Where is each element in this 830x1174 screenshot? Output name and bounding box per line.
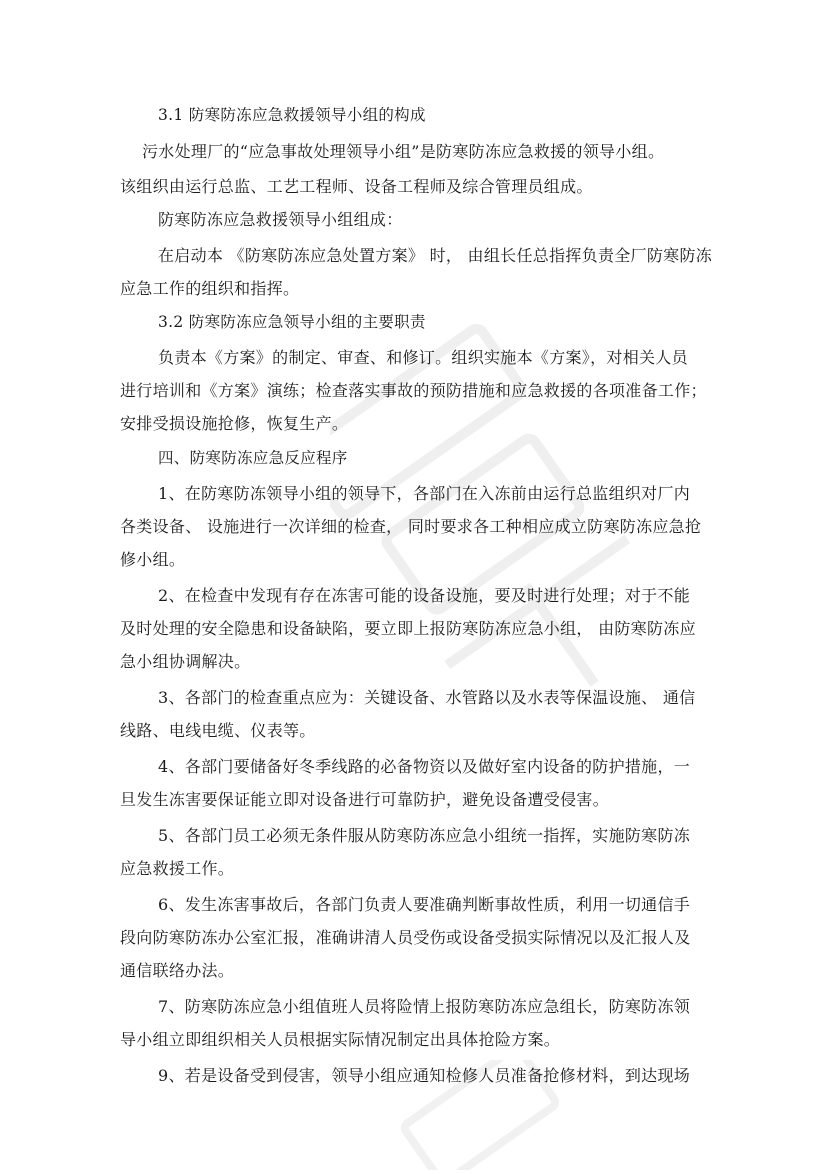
paragraph-line: 负责本《方案》的制定、审查、和修订。组织实施本《方案》，对相关人员 [158, 348, 688, 367]
paragraph-line: 7、防寒防冻应急小组值班人员将险情上报防寒防冻应急组长，防寒防冻领 [158, 997, 691, 1016]
paragraph-line: 5、各部门员工必须无条件服从防寒防冻应急小组统一指挥，实施防寒防冻 [158, 826, 691, 845]
paragraph-line: 进行培训和《方案》演练；检查落实事故的预防措施和应急救援的各项准备工作； [120, 381, 707, 400]
paragraph-line: 及时处理的安全隐患和设备缺陷，要立即上报防寒防冻应急小组， 由防寒防冻应 [120, 619, 696, 638]
paragraph-line: 在启动本 《防寒防冻应急处置方案》 时， 由组长任总指挥负责全厂防寒防冻 [158, 246, 713, 265]
paragraph-line: 各类设备、 设施进行一次详细的检查， 同时要求各工种相应成立防寒防冻应急抢 [120, 517, 702, 536]
paragraph-line: 线路、电线电缆、仪表等。 [120, 721, 316, 740]
paragraph-line: 安排受损设施抢修，恢复生产。 [120, 414, 349, 433]
paragraph-line: 应急工作的组织和指挥。 [120, 279, 300, 298]
paragraph-line: 修小组。 [120, 550, 186, 569]
paragraph-line: 旦发生冻害要保证能立即对设备进行可靠防护，避免设备遭受侵害。 [120, 790, 610, 809]
paragraph-line: 3、各部门的检查重点应为：关键设备、水管路以及水表等保温设施、 通信 [158, 688, 696, 707]
paragraph-line: 防寒防冻应急救援领导小组组成： [158, 210, 403, 229]
paragraph-line: 4、各部门要储备好冬季线路的必备物资以及做好室内设备的防护措施，一 [158, 757, 691, 776]
paragraph-line: 导小组立即组织相关人员根据实际情况制定出具体抢险方案。 [120, 1030, 561, 1049]
paragraph-line: 1、在防寒防冻领导小组的领导下，各部门在入冻前由运行总监组织对厂内 [158, 484, 691, 503]
paragraph-line: 通信联络办法。 [120, 961, 235, 980]
section-heading-4: 四、防寒防冻应急反应程序 [158, 449, 348, 467]
paragraph-line: 9、若是设备受到侵害，领导小组应通知检修人员准备抢修材料，到达现场 [158, 1066, 691, 1085]
paragraph-line: 急小组协调解决。 [120, 652, 251, 671]
section-heading-3-1: 3.1 防寒防冻应急救援领导小组的构成 [158, 106, 426, 124]
paragraph-line: 应急救援工作。 [120, 859, 235, 878]
paragraph-line: 该组织由运行总监、工艺工程师、设备工程师及综合管理员组成。 [120, 177, 593, 196]
paragraph-line: 6、发生冻害事故后，各部门负责人要准确判断事故性质，利用一切通信手 [158, 895, 691, 914]
paragraph-line: 污水处理厂的“应急事故处理领导小组”是防寒防冻应急救援的领导小组。 [142, 142, 665, 161]
paragraph-line: 2、在检查中发现有存在冻害可能的设备设施，要及时进行处理；对于不能 [158, 586, 691, 605]
paragraph-line: 段向防寒防冻办公室汇报，准确讲清人员受伤或设备受损实际情况以及汇报人及 [120, 928, 691, 947]
section-heading-3-2: 3.2 防寒防冻应急领导小组的主要职责 [158, 313, 426, 331]
